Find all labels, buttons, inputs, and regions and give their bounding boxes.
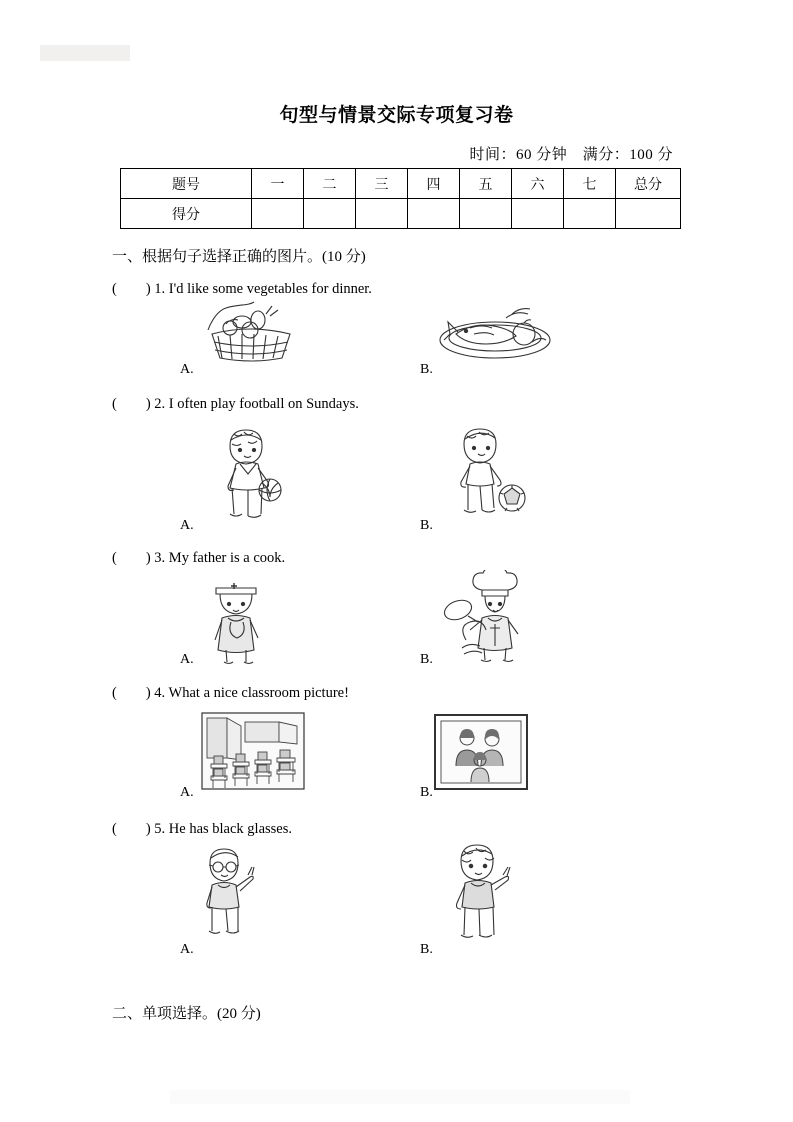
- boy-basketball-icon: [204, 424, 296, 522]
- score-table-col-1: 一: [252, 169, 304, 199]
- score-table-col-7: 七: [564, 169, 616, 199]
- answer-bracket-5[interactable]: ( ): [112, 821, 151, 837]
- question-5-option-a-label[interactable]: A.: [180, 942, 194, 957]
- question-1-text: I'd like some vegetables for dinner.: [168, 281, 372, 297]
- question-3-line: [112, 546, 285, 567]
- watermark-bottom: [170, 1090, 630, 1104]
- answer-bracket-4[interactable]: ( ): [112, 685, 151, 701]
- question-4-number: 4.: [154, 685, 166, 701]
- question-4-option-a-label[interactable]: A.: [180, 785, 194, 800]
- score-cell-total[interactable]: [616, 199, 681, 229]
- watermark-top: [40, 45, 130, 61]
- question-3-number: 3.: [154, 550, 166, 566]
- answer-bracket-3[interactable]: ( ): [112, 550, 151, 566]
- score-table-col-6: 六: [512, 169, 564, 199]
- question-3-text: My father is a cook.: [168, 550, 286, 566]
- score-table: [120, 168, 681, 229]
- score-table-col-3: 三: [356, 169, 408, 199]
- question-5-text: He has black glasses.: [168, 821, 293, 837]
- score-table-col-4: 四: [408, 169, 460, 199]
- question-1-option-a-label[interactable]: A.: [180, 362, 194, 377]
- score-table-col-total: 总分: [616, 169, 681, 199]
- score-cell-7[interactable]: [564, 199, 616, 229]
- score-cell-3[interactable]: [356, 199, 408, 229]
- fish-plate-icon: [436, 298, 554, 362]
- score-cell-6[interactable]: [512, 199, 564, 229]
- boy-football-icon: [442, 424, 534, 522]
- question-2-option-b-label[interactable]: B.: [420, 518, 433, 533]
- question-4-line: [112, 681, 349, 702]
- answer-bracket-1[interactable]: ( ): [112, 281, 151, 297]
- question-4-option-b-label[interactable]: B.: [420, 785, 433, 800]
- chef-icon: [438, 570, 546, 666]
- family-photo-icon: [434, 714, 528, 790]
- boy-curly-hair-icon: [445, 843, 521, 947]
- question-5-line: [112, 817, 292, 838]
- question-3-option-a-label[interactable]: A.: [180, 652, 194, 667]
- doctor-icon: [198, 572, 278, 666]
- question-5-option-b-label[interactable]: B.: [420, 942, 433, 957]
- section-heading-1: 一、根据句子选择正确的图片。(10 分): [112, 249, 366, 265]
- table-row: [121, 199, 681, 229]
- score-cell-4[interactable]: [408, 199, 460, 229]
- section-heading-2: 二、单项选择。(20 分): [112, 1006, 261, 1022]
- score-table-col-2: 二: [304, 169, 356, 199]
- question-3-option-b-label[interactable]: B.: [420, 652, 433, 667]
- page-title: 句型与情景交际专项复习卷: [279, 104, 514, 126]
- score-cell-1[interactable]: [252, 199, 304, 229]
- boy-glasses-icon: [196, 845, 268, 947]
- answer-bracket-2[interactable]: ( ): [112, 396, 151, 412]
- question-1-number: 1.: [154, 281, 166, 297]
- question-1-line: [112, 277, 372, 298]
- question-4-text: What a nice classroom picture!: [168, 685, 349, 701]
- question-2-option-a-label[interactable]: A.: [180, 518, 194, 533]
- question-2-line: [112, 392, 359, 413]
- table-row: [121, 169, 681, 199]
- score-table-col-5: 五: [460, 169, 512, 199]
- score-cell-2[interactable]: [304, 199, 356, 229]
- classroom-icon: [201, 712, 305, 790]
- question-1-option-b-label[interactable]: B.: [420, 362, 433, 377]
- score-cell-5[interactable]: [460, 199, 512, 229]
- score-table-row-label: 得分: [121, 199, 252, 229]
- question-2-text: I often play football on Sundays.: [168, 396, 359, 412]
- exam-meta: 时间：60 分钟 满分：100 分: [469, 147, 673, 163]
- score-table-row-label: 题号: [121, 169, 252, 199]
- question-2-number: 2.: [154, 396, 166, 412]
- vegetable-basket-icon: [196, 300, 306, 362]
- question-5-number: 5.: [154, 821, 166, 837]
